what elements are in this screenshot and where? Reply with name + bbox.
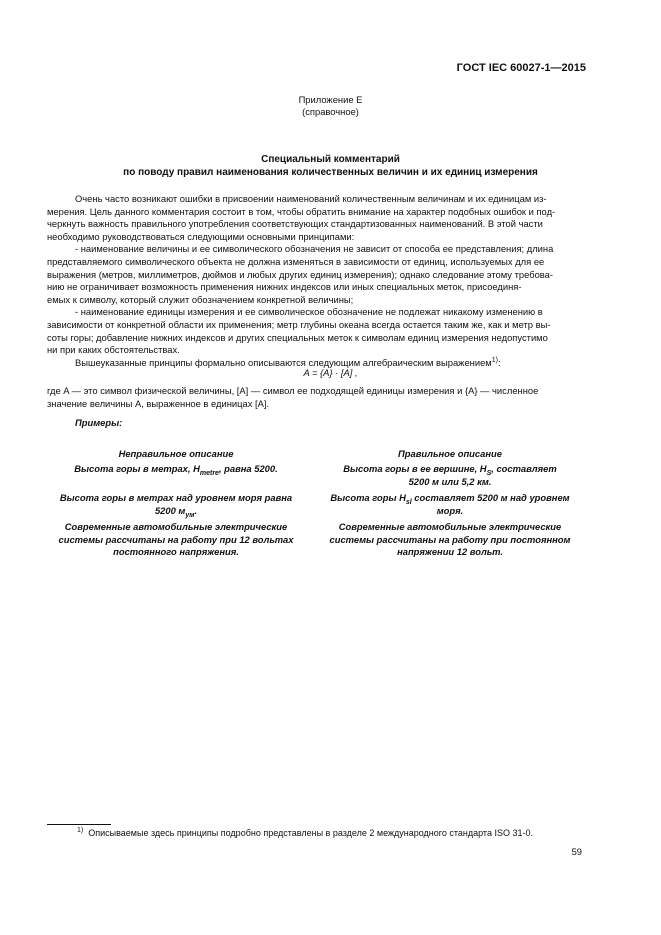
text-line: Очень часто возникают ошибки в присвоении наименований количественным величинам и их единицам из- — [75, 193, 547, 204]
text-line: мерения. Цель данного комментария состоит в том, чтобы обратить внимание на характер подобных ошибок и под- — [47, 205, 556, 217]
wrong-column-header: Неправильное описание — [118, 448, 234, 459]
text-line: значение величины A, выраженное в единицах [A]. — [47, 397, 270, 409]
appendix-note: (справочное) — [302, 106, 359, 117]
document-header: ГОСТ IEC 60027-1—2015 — [456, 62, 586, 74]
example-line: Современные автомобильные электрические — [64, 521, 288, 532]
example-text: , равна 5200. — [218, 463, 278, 474]
paragraph-intro — [47, 193, 587, 369]
example-line — [324, 492, 576, 505]
example-text: Высота горы H — [330, 492, 406, 503]
example-line — [50, 505, 302, 518]
page-number: 59 — [571, 846, 582, 857]
footnote-divider — [47, 824, 111, 825]
example-text: Высота горы в метрах, H — [74, 463, 200, 474]
example-line: моря. — [436, 504, 464, 516]
example-text: 5200 м — [154, 504, 186, 516]
appendix-title: Приложение Е — [298, 94, 363, 105]
right-example-3 — [324, 521, 576, 559]
text-line: нию не ограничивает возможность применения нижних индексов или иных специальных меток, присоединя- — [47, 281, 522, 293]
example-text: составляет 5200 м над уровнем — [411, 492, 570, 503]
colon: : — [497, 356, 501, 368]
text-line: - наименование величины и ее символического обозначения не зависит от способа ее представления; длина — [75, 243, 554, 255]
text-line: зависимости от конкретной области их применения; метр глубины океана всегда остается таким же, как и метр вы- — [47, 318, 551, 330]
text-line: соты горы; добавление нижних индексов и других специальных меток к символам единиц измерения недопустимо — [47, 331, 548, 343]
example-line: напряжении 12 вольт. — [397, 546, 503, 558]
example-line: Современные автомобильные электрические — [338, 521, 562, 532]
examples-heading: Примеры: — [75, 417, 123, 428]
right-example-1 — [324, 463, 576, 488]
text-line: необходимо руководствоваться следующими основными принципами: — [47, 230, 355, 242]
text-line: - наименование единицы измерения и ее символическое обозначение не подлежат никакому изменению в — [75, 306, 543, 318]
section-title-line1: Специальный комментарий — [261, 154, 400, 165]
text-line: представляемого символического объекта не должна изменяться в зависимости от единиц, используемых для ее — [47, 255, 545, 267]
example-line: 5200 м или 5,2 км. — [408, 475, 492, 487]
right-example-2 — [324, 492, 576, 517]
text-line: выражения (метров, миллиметров, дюймов и любых других единиц измерения); однако следование этому требова- — [47, 268, 554, 280]
example-line: системы рассчитаны на работу при постоянном — [329, 533, 571, 545]
example-subscript: ум — [185, 511, 195, 519]
text-line: ни при каких обстоятельствах. — [47, 344, 180, 356]
text-line: черкнуть важность правильного употребления соответствующих стандартизованных наименований. В этой части — [47, 218, 543, 230]
example-text: , составляет — [491, 463, 557, 474]
example-subscript: S — [486, 469, 492, 477]
example-subscript: metre — [199, 469, 219, 477]
example-text: . — [194, 504, 198, 516]
right-column-header: Правильное описание — [398, 448, 502, 459]
footnote — [77, 828, 533, 838]
paragraph-definition — [47, 385, 587, 410]
example-line: постоянного напряжения. — [113, 546, 239, 558]
principles-intro: Вышеуказанные принципы формально описываются следующим алгебраическим выражением — [75, 356, 492, 368]
formula: A = {A} · [A] , — [303, 367, 358, 378]
example-line: системы рассчитаны на работу при 12 вольтах — [58, 533, 294, 545]
text-line: где A — это символ физической величины, [A] — символ ее подходящей единицы измерения и {A} — численное — [47, 385, 539, 396]
wrong-example-1 — [50, 463, 302, 476]
example-text: Высота горы в ее вершине, H — [343, 463, 487, 474]
footnote-ref: 1) — [491, 356, 498, 364]
example-line — [324, 463, 576, 476]
example-line: Высота горы в метрах над уровнем моря равна — [59, 492, 293, 503]
section-title-line2: по поводу правил наименования количественных величин и их единиц измерения — [123, 167, 538, 178]
wrong-example-3 — [50, 521, 302, 559]
wrong-example-2 — [50, 492, 302, 517]
footnote-text: Описываемые здесь принципы подробно представлены в разделе 2 международного стандарта ISO 31-0. — [88, 828, 533, 838]
example-subscript: sl — [405, 498, 412, 506]
footnote-mark: 1) — [77, 827, 84, 834]
text-line: емых к символу, который служит обозначением конкретной величины; — [47, 293, 354, 305]
